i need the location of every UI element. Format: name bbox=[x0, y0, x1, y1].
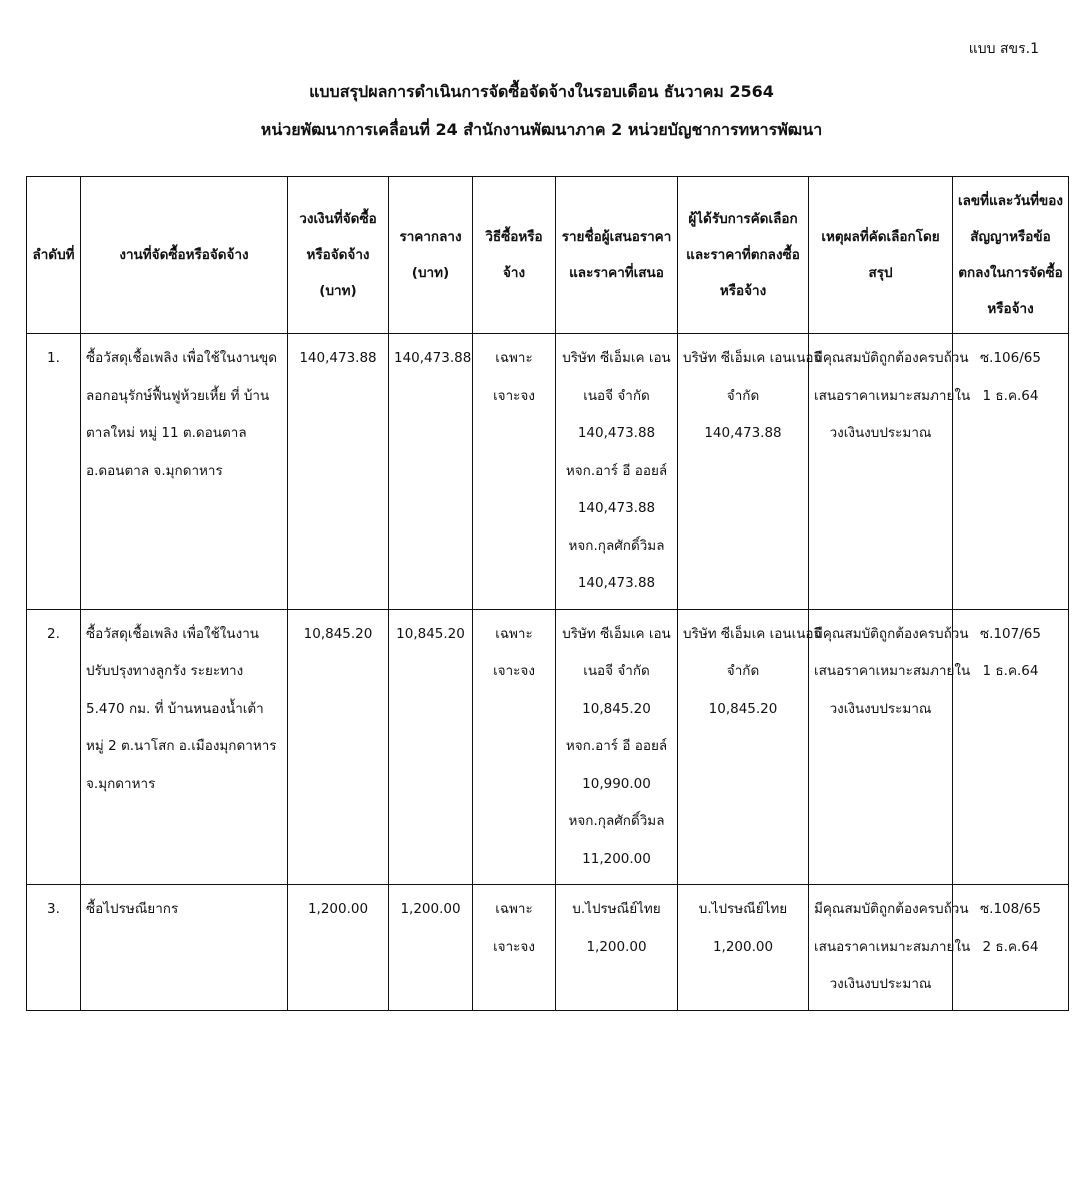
row-bidders bbox=[556, 885, 678, 1011]
form-code: แบบ สขร.1 bbox=[968, 41, 1039, 57]
row-item: ซื้อวัสดุเชื้อเพลิง เพื่อใช้ในงานปรับปรุงทางลูกรัง ระยะทาง 5.470 กม. ที่ บ้านหนองน้ำเต้า หมู่ 2 ต.นาโสก อ.เมืองมุกดาหาร จ.มุกดาหาร bbox=[81, 609, 288, 885]
row-reason bbox=[809, 609, 971, 885]
row-no: 2. bbox=[27, 609, 81, 885]
bidder-price: 1,200.00 bbox=[586, 938, 647, 955]
bidder-price: 10,990.00 bbox=[582, 775, 651, 792]
table-row bbox=[27, 609, 1069, 885]
reason-line: เสนอราคาเหมาะสมภายใน bbox=[814, 663, 971, 679]
bidder-line: หจก.อาร์ อี ออยล์ bbox=[565, 462, 668, 479]
row-contract bbox=[953, 334, 1069, 610]
bidder-price: 140,473.88 bbox=[577, 500, 656, 516]
bidder-line: บริษัท ซีเอ็มเค เอน bbox=[562, 625, 671, 642]
bidder-line: บ.ไปรษณีย์ไทย bbox=[572, 901, 661, 917]
row-budget: 140,473.88 bbox=[288, 334, 389, 610]
bidder-price: 140,473.88 bbox=[577, 425, 656, 441]
header-no: ลำดับที่ bbox=[27, 177, 81, 334]
header-item: งานที่จัดซื้อหรือจัดจ้าง bbox=[81, 177, 288, 334]
table-row bbox=[27, 885, 1069, 1011]
row-contract bbox=[953, 609, 1069, 885]
bidder-line: หจก.อาร์ อี ออยล์ bbox=[565, 738, 668, 754]
reason-line: มีคุณสมบัติถูกต้องครบถ้วน bbox=[814, 901, 969, 917]
row-method: เฉพาะเจาะจง bbox=[473, 885, 556, 1011]
reason-line: วงเงินงบประมาณ bbox=[829, 976, 932, 992]
reason-line: เสนอราคาเหมาะสมภายใน bbox=[814, 938, 971, 955]
bidder-price: 140,473.88 bbox=[577, 575, 656, 591]
winner-line: บริษัท ซีเอ็มเค เอนเนอจี bbox=[683, 350, 822, 366]
header-contract: เลขที่และวันที่ของสัญญาหรือข้อตกลงในการจัดซื้อหรือจ้าง bbox=[953, 177, 1069, 334]
winner-line: จำกัด bbox=[726, 387, 760, 404]
contract-number: ซ.107/65 bbox=[980, 625, 1041, 642]
row-reason bbox=[809, 885, 971, 1011]
bidder-line: เนอจี จำกัด bbox=[583, 387, 650, 404]
row-item: ซื้อไปรษณียากร bbox=[81, 885, 288, 1011]
contract-date: 1 ธ.ค.64 bbox=[982, 387, 1039, 404]
row-no: 3. bbox=[27, 885, 81, 1011]
winner-price: 1,200.00 bbox=[712, 938, 774, 955]
reason-line: วงเงินงบประมาณ bbox=[829, 700, 932, 717]
row-method: เฉพาะเจาะจง bbox=[473, 609, 556, 885]
header-reason: เหตุผลที่คัดเลือกโดยสรุป bbox=[809, 177, 953, 334]
row-budget: 10,845.20 bbox=[288, 609, 389, 885]
reason-line: มีคุณสมบัติถูกต้องครบถ้วน bbox=[814, 350, 969, 366]
header-bidders: รายชื่อผู้เสนอราคาและราคาที่เสนอ bbox=[556, 177, 678, 334]
document-subtitle: หน่วยพัฒนาการเคลื่อนที่ 24 สำนักงานพัฒนาภาค 2 หน่วยบัญชาการทหารพัฒนา bbox=[260, 120, 823, 139]
row-bidders bbox=[556, 609, 678, 885]
bidder-line: บริษัท ซีเอ็มเค เอน bbox=[562, 350, 671, 366]
winner-line: จำกัด bbox=[726, 663, 760, 679]
reason-line: เสนอราคาเหมาะสมภายใน bbox=[814, 387, 971, 404]
contract-number: ซ.106/65 bbox=[980, 350, 1041, 366]
winner-line: บริษัท ซีเอ็มเค เอนเนอจี bbox=[683, 625, 822, 642]
row-winner bbox=[678, 609, 822, 885]
header-budget: วงเงินที่จัดซื้อหรือจัดจ้าง (บาท) bbox=[288, 177, 389, 334]
bidder-price: 11,200.00 bbox=[582, 850, 651, 867]
document-title: แบบสรุปผลการดำเนินการจัดซื้อจัดจ้างในรอบเดือน ธันวาคม 2564 bbox=[309, 82, 774, 101]
row-item: ซื้อวัสดุเชื้อเพลิง เพื่อใช้ในงานขุดลอกอนุรักษ์ฟื้นฟูห้วยเหี้ย ที่ บ้านตาลใหม่ หมู่ 11 ต.ดอนตาล อ.ดอนตาล จ.มุกดาหาร bbox=[81, 334, 288, 610]
winner-line: บ.ไปรษณีย์ไทย bbox=[698, 901, 788, 917]
contract-number: ซ.108/65 bbox=[980, 901, 1041, 917]
bidder-line: หจก.กุลศักดิ์วิมล bbox=[568, 813, 665, 829]
bidder-line: เนอจี จำกัด bbox=[583, 663, 650, 679]
table-row bbox=[27, 334, 1069, 610]
row-budget: 1,200.00 bbox=[288, 885, 389, 1011]
row-method: เฉพาะเจาะจง bbox=[473, 334, 556, 610]
winner-price: 140,473.88 bbox=[704, 425, 782, 441]
header-method: วิธีซื้อหรือจ้าง bbox=[473, 177, 556, 334]
row-no: 1. bbox=[27, 334, 81, 610]
row-winner bbox=[678, 334, 822, 610]
row-median-price: 10,845.20 bbox=[389, 609, 473, 885]
contract-date: 1 ธ.ค.64 bbox=[982, 663, 1039, 679]
row-bidders bbox=[556, 334, 678, 610]
contract-date: 2 ธ.ค.64 bbox=[982, 938, 1039, 955]
winner-price: 10,845.20 bbox=[708, 700, 778, 717]
reason-line: มีคุณสมบัติถูกต้องครบถ้วน bbox=[814, 625, 969, 642]
table-header-row bbox=[27, 177, 1069, 334]
row-reason bbox=[809, 334, 971, 610]
header-median-price: ราคากลาง (บาท) bbox=[389, 177, 473, 334]
bidder-line: หจก.กุลศักดิ์วิมล bbox=[568, 537, 665, 554]
row-median-price: 140,473.88 bbox=[389, 334, 473, 610]
bidder-price: 10,845.20 bbox=[582, 700, 651, 717]
header-winner: ผู้ได้รับการคัดเลือกและราคาที่ตกลงซื้อหรือจ้าง bbox=[678, 177, 809, 334]
row-winner bbox=[678, 885, 809, 1011]
reason-line: วงเงินงบประมาณ bbox=[829, 425, 932, 441]
row-median-price: 1,200.00 bbox=[389, 885, 473, 1011]
procurement-table bbox=[26, 176, 1069, 1011]
